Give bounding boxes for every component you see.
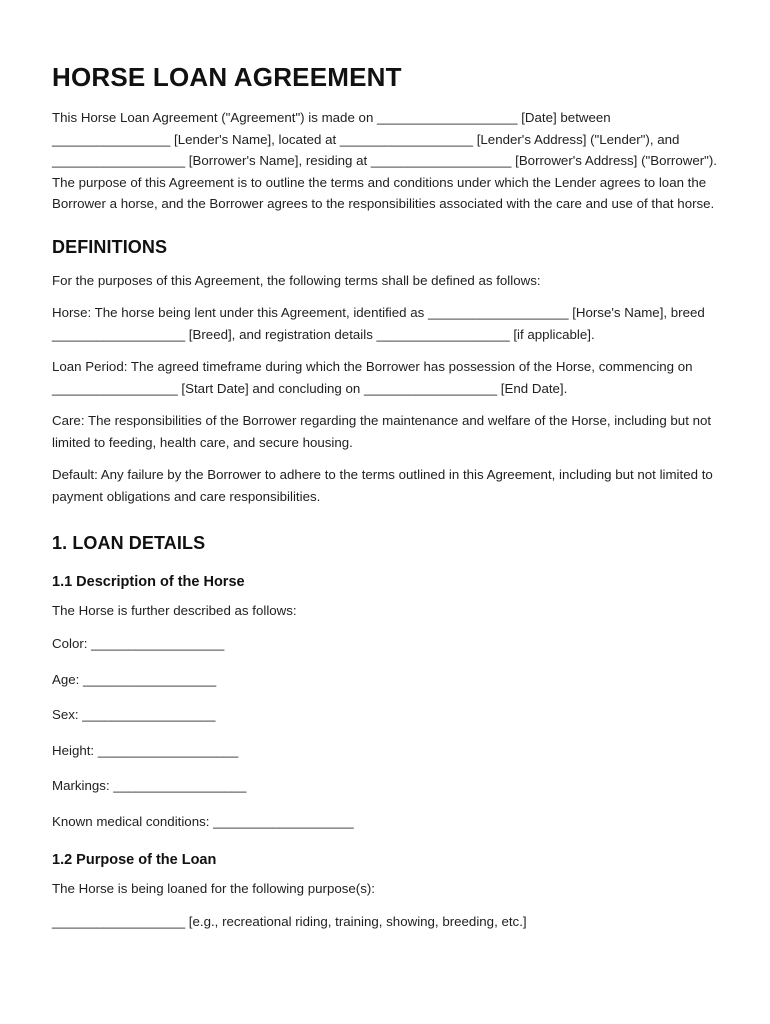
description-lead: The Horse is further described as follows:: [52, 603, 297, 619]
definition-default: Default: Any failure by the Borrower to adhere to the terms outlined in this Agreement, including but not limited to payment obligations and care responsibilities.: [52, 467, 713, 504]
definition-loan-period: Loan Period: The agreed timeframe during which the Borrower has possession of the Horse, commencing on _________________ [Start Date] and concluding on __________________ [End Date].: [52, 359, 693, 396]
section-heading-loan-details: 1. LOAN DETAILS: [52, 533, 206, 554]
field-purpose: __________________ [e.g., recreational riding, training, showing, breeding, etc.]: [52, 913, 527, 929]
field-markings: Markings: __________________: [52, 778, 247, 794]
subsection-heading-purpose-of-loan: 1.2 Purpose of the Loan: [52, 852, 217, 869]
field-height: Height: ___________________: [52, 742, 239, 758]
field-age: Age: __________________: [52, 671, 217, 687]
section-heading-definitions: DEFINITIONS: [52, 236, 168, 257]
page-title: HORSE LOAN AGREEMENT: [52, 62, 402, 92]
field-sex: Sex: __________________: [52, 707, 216, 723]
purpose-lead: The Horse is being loaned for the following purpose(s):: [52, 881, 375, 897]
field-color: Color: __________________: [52, 635, 225, 651]
definition-care: Care: The responsibilities of the Borrower regarding the maintenance and welfare of the Horse, including but not limited to feeding, health care, and secure housing.: [52, 413, 712, 450]
definition-horse: Horse: The horse being lent under this Agreement, identified as ___________________ [Horse's Name], breed __________________ [Breed], and registration details __________________ [if applicable].: [52, 305, 705, 342]
field-medical-conditions: Known medical conditions: ___________________: [52, 813, 354, 829]
definitions-lead: For the purposes of this Agreement, the following terms shall be defined as follows:: [52, 272, 541, 288]
subsection-heading-description-of-horse: 1.1 Description of the Horse: [52, 574, 245, 591]
intro-paragraph: This Horse Loan Agreement ("Agreement") is made on ___________________ [Date] between ________________ [Lender's Name], located at __________________ [Lender's Address] ("Lender"), and __________________ [Borrower's Name], residing at ___________________ [Borrower's Address] ("Borrower"). The purpose of this Agreement is to outline the terms and conditions under which the Lender agrees to loan the Borrower a horse, and the Borrower agrees to the responsibilities associated with the care and use of that horse.: [52, 110, 717, 212]
